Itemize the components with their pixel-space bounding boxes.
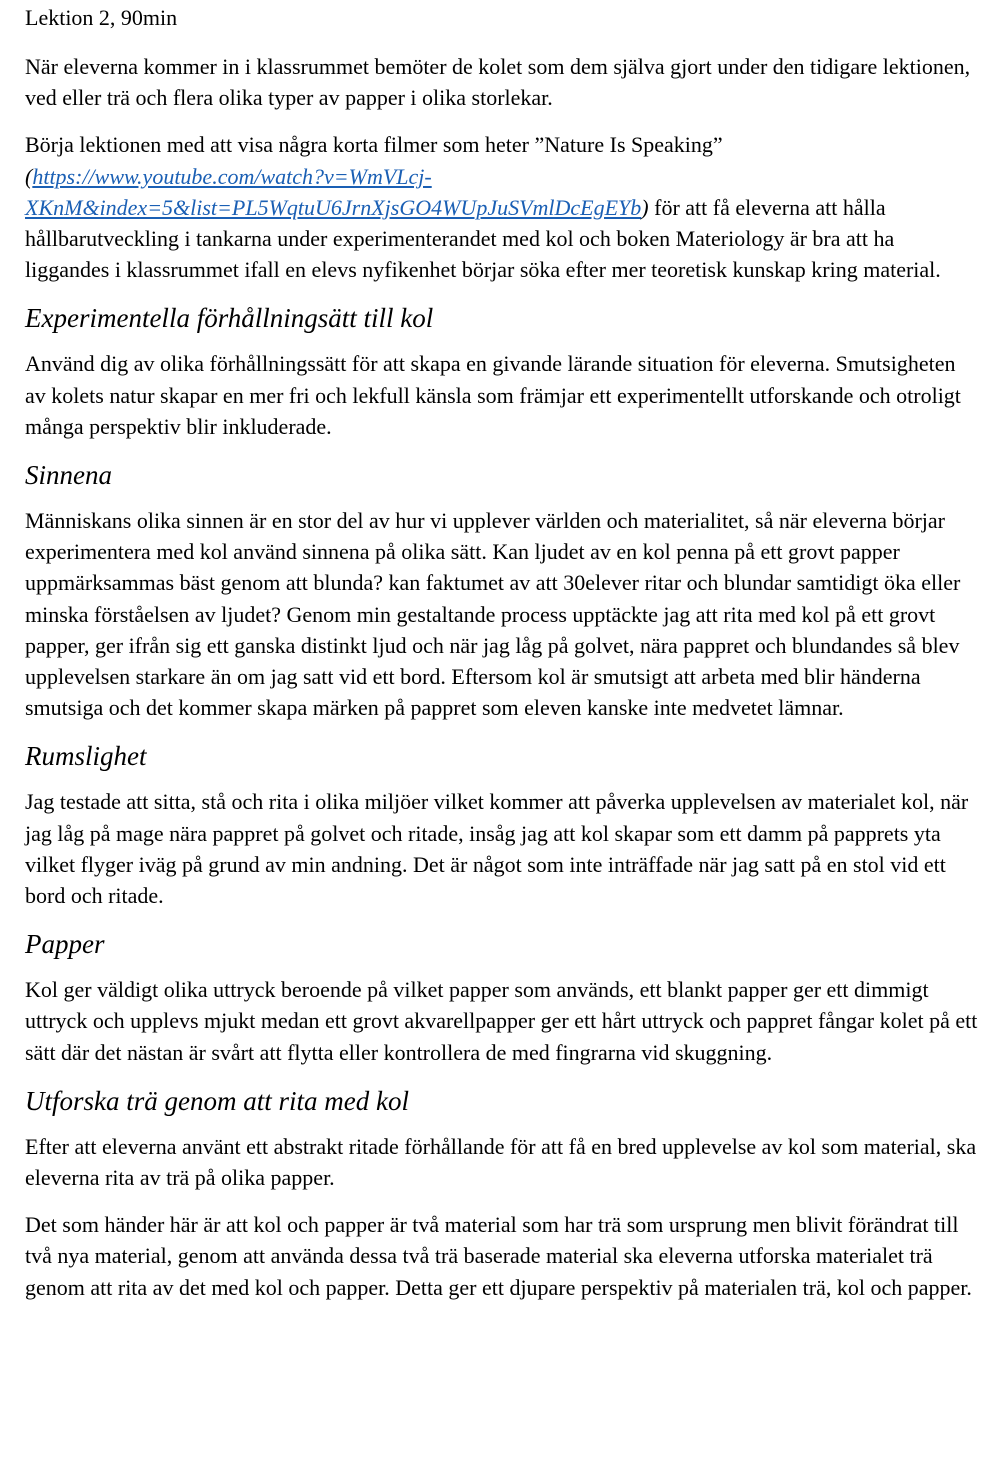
- open-paren: (: [25, 163, 33, 189]
- heading-sinnena: Sinnena: [25, 460, 112, 491]
- intro-paragraph: När eleverna kommer in i klassrummet bemöter de kolet som dem själva gjort under den tidigare lektionen, ved eller trä och flera olika typer av papper i olika storlekar.: [25, 54, 971, 111]
- youtube-link-line2: XKnM&index=5&list=PL5WqtuU6JrnXjsGO4WUpJuSVmlDcEgEYb: [25, 194, 642, 220]
- heading-experimentella: Experimentella förhållningsätt till kol: [25, 303, 434, 334]
- experimentella-paragraph: Använd dig av olika förhållningssätt för att skapa en givande lärande situation för eleverna. Smutsigheten av kolets natur skapar en mer fri och lekfull känsla som främjar ett experimentellt utforskande och otroligt många perspektiv blir inkluderade.: [25, 351, 961, 439]
- heading-utforska: Utforska trä genom att rita med kol: [25, 1085, 409, 1116]
- film-paragraph-continuation: för att få eleverna att hålla hållbarutveckling i tankarna under experimenterandet med kol och boken Materiology är bra att ha liggandes i klassrummet ifall en elevs nyfikenhet börjar söka efter mer teoretisk kunskap kring material.: [25, 194, 941, 283]
- lesson-title: Lektion 2, 90min: [25, 5, 178, 30]
- film-paragraph-text: Börja lektionen med att visa några korta filmer som heter ”Nature Is Speaking”: [25, 132, 723, 158]
- rumslighet-paragraph: Jag testade att sitta, stå och rita i olika miljöer vilket kommer att påverka upplevelsen av materialet kol, när jag låg på mage nära pappret på golvet och ritade, insåg jag att kol skapar som ett damm på papprets yta vilket flyger iväg på grund av min andning. Det är något som inte inträffade när jag satt på en stol vid ett bord och ritade.: [25, 789, 969, 909]
- document-page: [25, 0, 980, 1303]
- heading-papper: Papper: [25, 929, 105, 960]
- youtube-link-line1: https://www.youtube.com/watch?v=WmVLcj-: [32, 163, 432, 189]
- utforska-paragraph-2: Det som händer här är att kol och papper är två material som har trä som ursprung men blivit förändrat till två nya material, genom att använda dessa två trä baserade material ska eleverna utforska materialet trä genom att rita av det med kol och papper. Detta ger ett djupare perspektiv på materialen trä, kol och papper.: [25, 1212, 972, 1300]
- film-paragraph: [25, 129, 980, 285]
- papper-paragraph: Kol ger väldigt olika uttryck beroende på vilket papper som används, ett blankt papper ger ett dimmigt uttryck och upplevs mjukt medan ett grovt akvarellpapper ger ett hårt uttryck och pappret fångar kolet på ett sätt där det nästan är svårt att flytta eller kontrollera de med fingrarna vid skuggning.: [25, 977, 978, 1065]
- youtube-link[interactable]: [25, 164, 641, 220]
- sinnena-paragraph: Människans olika sinnen är en stor del av hur vi upplever världen och materialitet, så när eleverna börjar experimentera med kol använd sinnena på olika sätt. Kan ljudet av en kol penna på ett grovt papper uppmärksammas bäst genom att blunda? kan faktumet av att 30elever ritar och blundar samtidigt öka eller minska förståelsen av ljudet? Genom min gestaltande process upptäckte jag att rita med kol på ett grovt papper, ger ifrån sig ett ganska distinkt ljud och när jag låg på golvet, nära pappret och blundandes så blev upplevelsen starkare än om jag satt vid ett bord. Eftersom kol är smutsigt att arbeta med blir händerna smutsiga och det kommer skapa märken på pappret som eleven kanske inte medvetet lämnar.: [25, 508, 961, 721]
- utforska-paragraph-1: Efter att eleverna använt ett abstrakt ritade förhållande för att få en bred upplevelse av kol som material, ska eleverna rita av trä på olika papper.: [25, 1133, 977, 1191]
- close-paren: ): [641, 194, 649, 220]
- heading-rumslighet: Rumslighet: [25, 741, 147, 772]
